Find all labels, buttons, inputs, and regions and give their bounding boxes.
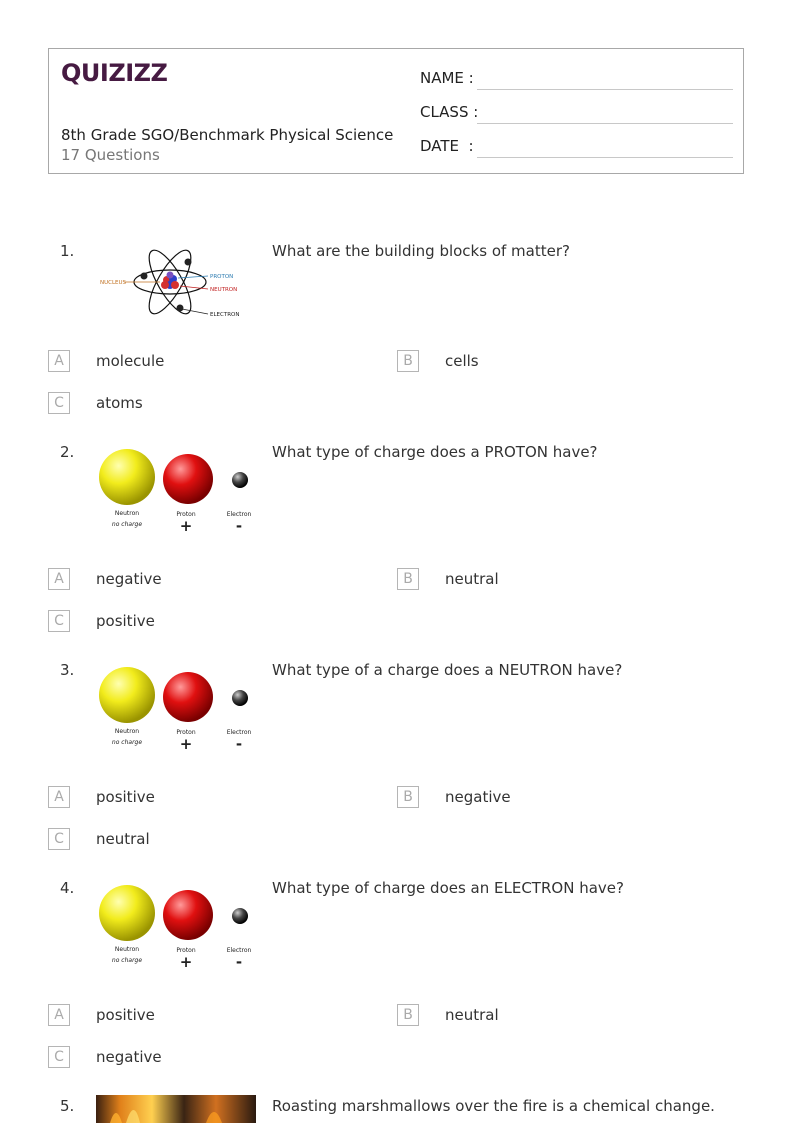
- question-text: What type of a charge does a NEUTRON have?: [272, 661, 623, 679]
- option-text[interactable]: positive: [96, 788, 155, 806]
- question-number: 1.: [60, 242, 75, 260]
- option-text[interactable]: positive: [96, 612, 155, 630]
- no-charge-caption: no charge: [111, 521, 143, 528]
- neutron-caption: Neutron: [114, 510, 140, 517]
- proton-caption: Proton: [176, 729, 196, 736]
- option-text[interactable]: positive: [96, 1006, 155, 1024]
- neutron-label: NEUTRON: [210, 287, 238, 293]
- option-letter-box[interactable]: A: [48, 568, 70, 590]
- question-count: 17 Questions: [61, 146, 160, 164]
- quizizz-logo: QUIZIZZ: [61, 59, 168, 87]
- option-letter-box[interactable]: B: [397, 786, 419, 808]
- option-letter-box[interactable]: A: [48, 1004, 70, 1026]
- proton-caption: Proton: [176, 511, 196, 518]
- question-number: 3.: [60, 661, 75, 679]
- question-number: 5.: [60, 1097, 75, 1115]
- option-text[interactable]: neutral: [96, 830, 150, 848]
- neutron-caption: Neutron: [114, 946, 140, 953]
- question-number: 4.: [60, 879, 75, 897]
- electron-caption: Electron: [226, 947, 252, 954]
- worksheet-title: 8th Grade SGO/Benchmark Physical Science: [61, 126, 394, 144]
- neutron-caption: Neutron: [114, 728, 140, 735]
- option-text[interactable]: neutral: [445, 1006, 499, 1024]
- option-letter-box[interactable]: B: [397, 350, 419, 372]
- name-line[interactable]: [477, 89, 733, 90]
- date-line[interactable]: [477, 157, 733, 158]
- option-text[interactable]: negative: [96, 1048, 162, 1066]
- minus-sign: -: [235, 517, 243, 535]
- question-number: 2.: [60, 443, 75, 461]
- minus-sign: -: [235, 953, 243, 971]
- proton-label: PROTON: [210, 274, 234, 280]
- particle-charges-diagram: [96, 664, 260, 756]
- option-text[interactable]: neutral: [445, 570, 499, 588]
- option-text[interactable]: negative: [445, 788, 511, 806]
- option-letter-box[interactable]: C: [48, 1046, 70, 1068]
- option-letter-box[interactable]: C: [48, 828, 70, 850]
- campfire-photo: [96, 1095, 256, 1123]
- option-letter-box[interactable]: C: [48, 392, 70, 414]
- particle-charges-diagram: [96, 882, 260, 974]
- plus-sign: +: [179, 735, 193, 753]
- option-letter-box[interactable]: A: [48, 786, 70, 808]
- question-text: Roasting marshmallows over the fire is a chemical change.: [272, 1097, 715, 1115]
- class-label: CLASS :: [420, 103, 479, 121]
- plus-sign: +: [179, 517, 193, 535]
- proton-caption: Proton: [176, 947, 196, 954]
- class-line[interactable]: [477, 123, 733, 124]
- worksheet-header: [48, 48, 744, 174]
- option-letter-box[interactable]: C: [48, 610, 70, 632]
- question-text: What are the building blocks of matter?: [272, 242, 570, 260]
- question-text: What type of charge does a PROTON have?: [272, 443, 598, 461]
- option-letter-box[interactable]: A: [48, 350, 70, 372]
- plus-sign: +: [179, 953, 193, 971]
- minus-sign: -: [235, 735, 243, 753]
- no-charge-caption: no charge: [111, 957, 143, 964]
- electron-caption: Electron: [226, 511, 252, 518]
- option-text[interactable]: molecule: [96, 352, 165, 370]
- option-letter-box[interactable]: B: [397, 568, 419, 590]
- name-label: NAME :: [420, 69, 474, 87]
- electron-label: ELECTRON: [210, 312, 240, 318]
- option-text[interactable]: cells: [445, 352, 479, 370]
- option-text[interactable]: negative: [96, 570, 162, 588]
- particle-charges-diagram: [96, 446, 260, 538]
- no-charge-caption: no charge: [111, 739, 143, 746]
- option-text[interactable]: atoms: [96, 394, 143, 412]
- date-label: DATE :: [420, 137, 474, 155]
- option-letter-box[interactable]: B: [397, 1004, 419, 1026]
- electron-caption: Electron: [226, 729, 252, 736]
- question-text: What type of charge does an ELECTRON have?: [272, 879, 624, 897]
- atom-diagram: [96, 238, 246, 326]
- nucleus-label: NUCLEUS: [100, 280, 127, 286]
